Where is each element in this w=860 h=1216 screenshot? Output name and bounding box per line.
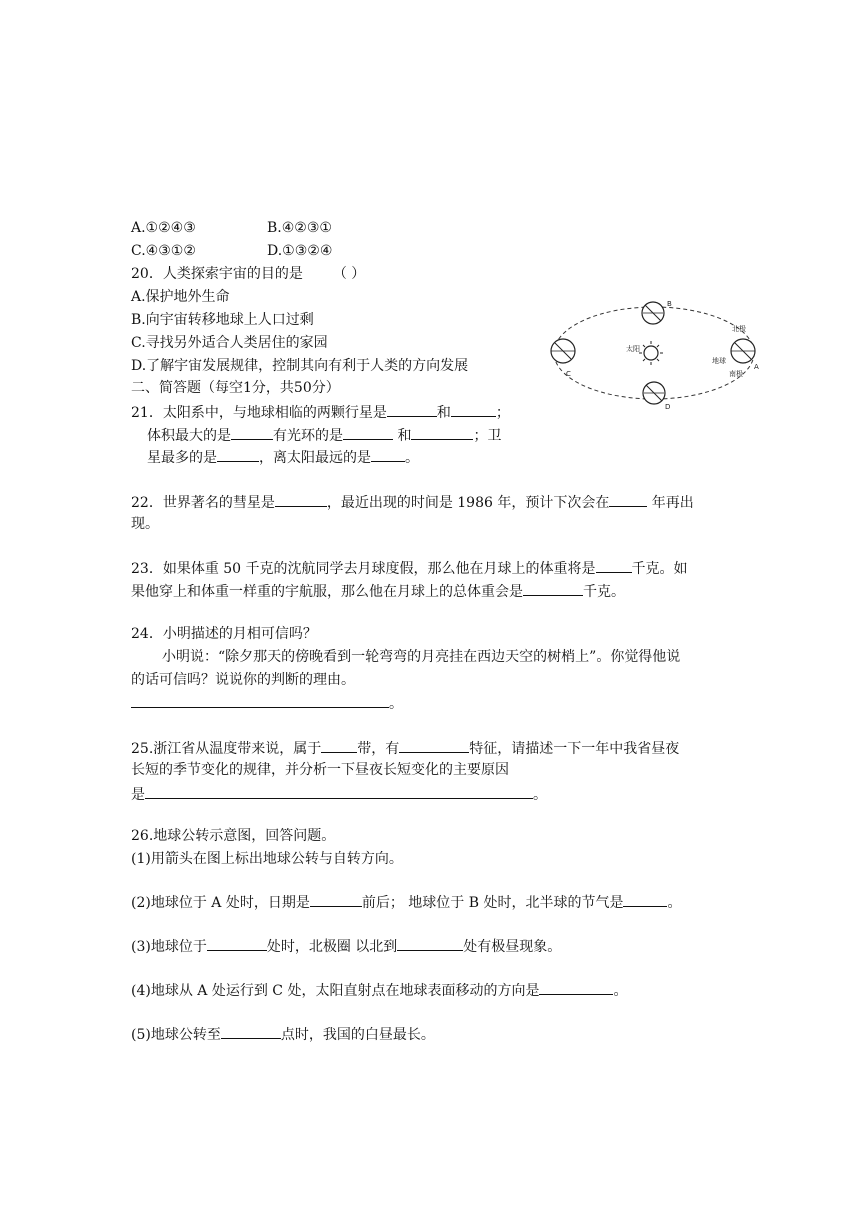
answer-blank[interactable]: [387, 401, 437, 417]
q22-text: 22．世界著名的彗星是: [131, 495, 275, 511]
q21-line-1: [131, 401, 510, 423]
q25-text: 带，有: [357, 741, 400, 757]
q21-text: 21．太阳系中，与地球相临的两颗行星是: [131, 405, 387, 421]
q20-option-d: D.了解宇宙发展规律，控制其向有利于人类的方向发展: [131, 358, 469, 374]
q23-line-2: [131, 580, 625, 602]
earth-c-icon: [551, 339, 575, 363]
q26-text: 处有极昼现象。: [463, 939, 562, 955]
q21-text: ，离太阳最远的是: [259, 450, 371, 466]
q21-text: 有光环的是: [273, 428, 343, 444]
q23-text: 千克。: [583, 584, 625, 600]
q22-line-1: [131, 491, 694, 513]
q26-part-1: (1)用箭头在图上标出地球公转与自转方向。: [131, 851, 403, 867]
q26-text: 前后； 地球位于 B 处时，北半球的节气是: [361, 895, 624, 911]
q24-text: 。: [389, 696, 403, 712]
q19-option-b: B.④②③①: [267, 220, 332, 236]
answer-blank[interactable]: [399, 737, 469, 753]
answer-blank[interactable]: [217, 446, 259, 462]
q20-option-c: C.寻找另外适合人类居住的家园: [131, 335, 328, 351]
north-pole-label: 北极: [732, 325, 746, 333]
q23-text: 果他穿上和体重一样重的宇航服，那么他在月球上的总体重会是: [131, 584, 523, 600]
answer-blank[interactable]: [207, 935, 267, 951]
q26-part-3: [131, 935, 561, 957]
q20-option-b: B.向宇宙转移地球上人口过剩: [131, 312, 314, 328]
q25-text: 是: [131, 787, 145, 803]
q23-line-1: [131, 557, 688, 579]
q25-text: 25.浙江省从温度带来说，属于: [131, 741, 322, 757]
q24-line-1: 24．小明描述的月相可信吗？: [131, 626, 317, 642]
q26-stem: 26.地球公转示意图，回答问题。: [131, 828, 336, 844]
answer-blank[interactable]: [451, 401, 496, 417]
answer-blank[interactable]: [321, 737, 357, 753]
section-title: 二、简答题（每空1分，共50分）: [131, 380, 340, 396]
answer-blank[interactable]: [131, 692, 389, 708]
q25-line-2: 长短的季节变化的规律，并分析一下昼夜长短变化的主要原因: [131, 762, 509, 778]
q26-part-5: [131, 1023, 435, 1045]
answer-blank[interactable]: [310, 891, 362, 907]
answer-blank[interactable]: [411, 424, 473, 440]
earth-b-icon: [642, 302, 664, 324]
q26-text: 。: [613, 983, 628, 999]
q22-text: 年再出: [647, 495, 694, 511]
position-a-label: A: [754, 363, 759, 371]
q19-option-a: A.①②④③: [131, 220, 196, 236]
q26-text: (5)地球公转至: [131, 1027, 221, 1043]
q26-text: (2)地球位于 A 处时，日期是: [131, 895, 310, 911]
answer-blank[interactable]: [397, 935, 463, 951]
q20-stem: [131, 264, 365, 284]
q21-text: 。: [405, 450, 419, 466]
q21-text: ；: [495, 405, 510, 421]
q21-text: 星最多的是: [147, 450, 217, 466]
q21-text: 和: [393, 428, 412, 444]
q26-text: 处时，北极圈 以北到: [266, 939, 398, 955]
q19-option-c: C.④③①②: [131, 243, 196, 259]
q25-line-3: [131, 783, 547, 805]
q21-line-2: [147, 424, 501, 446]
answer-blank[interactable]: [343, 424, 393, 440]
answer-blank[interactable]: [596, 557, 632, 573]
earth-label: 地球: [712, 357, 726, 365]
q24-line-3: 的话可信吗？说说你的判断的理由。: [131, 672, 355, 688]
q24-line-4: [131, 692, 403, 714]
earth-orbit-diagram: [546, 291, 768, 417]
q25-text: 。: [533, 787, 547, 803]
position-c-label: C: [566, 370, 571, 378]
q26-text: (4)地球从 A 处运行到 C 处，太阳直射点在地球表面移动的方向是: [131, 983, 540, 999]
q25-line-1: [131, 737, 679, 759]
position-d-label: D: [665, 403, 671, 411]
q21-line-3: [147, 446, 419, 468]
position-b-label: B: [667, 300, 672, 308]
earth-d-icon: [643, 382, 665, 404]
q26-text: 。: [667, 895, 682, 911]
answer-blank[interactable]: [623, 891, 667, 907]
q21-text: ；卫: [473, 428, 502, 444]
answer-blank[interactable]: [609, 491, 647, 507]
answer-blank[interactable]: [231, 424, 273, 440]
q25-text: 特征，请描述一下一年中我省昼夜: [469, 741, 680, 757]
q20-stem-text: 20．人类探索宇宙的目的是: [131, 266, 303, 282]
q19-option-d: D.①③②④: [267, 243, 333, 259]
q21-text: 体积最大的是: [147, 428, 231, 444]
q26-text: 点时，我国的白昼最长。: [280, 1027, 435, 1043]
q26-part-2: [131, 891, 681, 913]
q23-text: 千克。如: [631, 561, 688, 577]
earth-a-icon: [731, 339, 755, 363]
answer-blank[interactable]: [371, 446, 405, 462]
sun-label: 太阳: [626, 345, 640, 353]
answer-blank[interactable]: [275, 491, 327, 507]
q21-text: 和: [436, 405, 451, 421]
answer-blank[interactable]: [221, 1023, 281, 1039]
q26-part-4: [131, 979, 627, 1001]
sun-icon: [639, 341, 663, 365]
q23-text: 23．如果体重 50 千克的沈航同学去月球度假，那么他在月球上的体重将是: [131, 561, 596, 577]
q24-line-2: 小明说：“除夕那天的傍晚看到一轮弯弯的月亮挂在西边天空的树梢上”。你觉得他说: [162, 649, 681, 665]
q20-answer-paren: （ ）: [332, 266, 366, 282]
q20-option-a: A.保护地外生命: [131, 289, 230, 305]
q26-text: (3)地球位于: [131, 939, 207, 955]
answer-blank[interactable]: [145, 783, 533, 799]
q22-text: ，最近出现的时间是 1986 年，预计下次会在: [326, 495, 610, 511]
q22-line-2: 现。: [131, 516, 159, 532]
answer-blank[interactable]: [523, 580, 583, 596]
answer-blank[interactable]: [539, 979, 613, 995]
south-pole-label: 南极: [729, 370, 743, 378]
